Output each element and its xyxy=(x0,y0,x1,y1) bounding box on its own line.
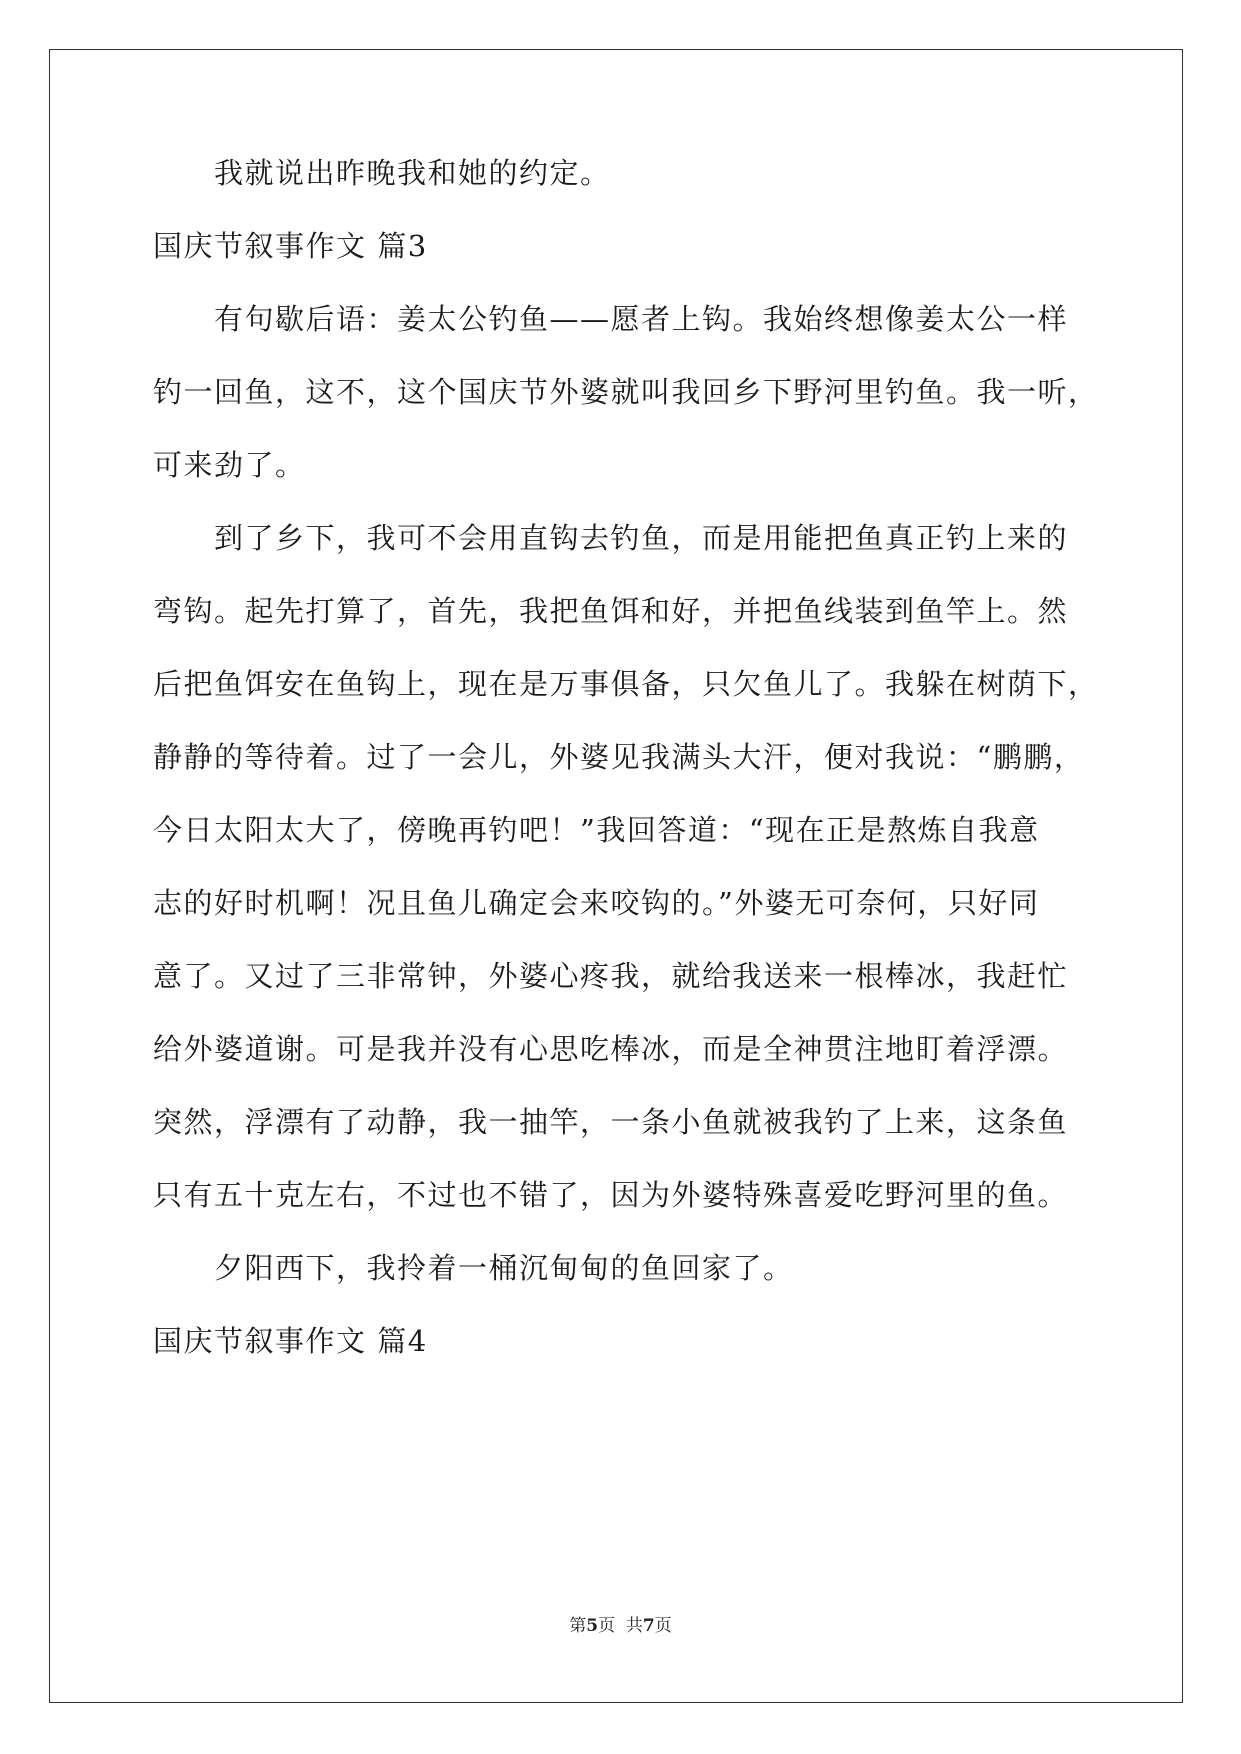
paragraph-line: 给外婆道谢。可是我并没有心思吃棒冰，而是全神贯注地盯着浮漂。 xyxy=(153,1032,1069,1066)
paragraph-line: 意了。又过了三非常钟，外婆心疼我，就给我送来一根棒冰，我赶忙 xyxy=(153,959,1069,993)
total-page-number: 7 xyxy=(642,1616,655,1636)
paragraph-line: 突然，浮漂有了动静，我一抽竿，一条小鱼就被我钓了上来，这条鱼 xyxy=(153,1105,1069,1139)
paragraph-line: 夕阳西下，我拎着一桶沉甸甸的鱼回家了。 xyxy=(214,1251,794,1285)
paragraph-line: 静静的等待着。过了一会儿，外婆见我满头大汗，便对我说：“鹏鹏， xyxy=(153,740,1085,774)
paragraph-line: 有句歇后语：姜太公钓鱼——愿者上钩。我始终想像姜太公一样 xyxy=(214,302,1069,336)
paragraph-line: 弯钩。起先打算了，首先，我把鱼饵和好，并把鱼线装到鱼竿上。然 xyxy=(153,594,1069,628)
paragraph-line: 志的好时机啊！况且鱼儿确定会来咬钩的。”外婆无可奈何，只好同 xyxy=(153,886,1040,920)
section-heading: 国庆节叙事作文 篇3 xyxy=(153,229,428,263)
footer-prefix: 第 xyxy=(569,1616,587,1636)
footer-middle: 页 共 xyxy=(598,1616,643,1636)
paragraph-line: 只有五十克左右，不过也不错了，因为外婆特殊喜爱吃野河里的鱼。 xyxy=(153,1178,1069,1212)
paragraph-line: 今日太阳太大了，傍晚再钓吧！”我回答道：“现在正是熬炼自我意 xyxy=(153,813,1040,847)
paragraph-line: 我就说出昨晚我和她的约定。 xyxy=(214,156,611,190)
paragraph-line: 可来劲了。 xyxy=(153,448,306,482)
current-page-number: 5 xyxy=(586,1616,599,1636)
paragraph-line: 钓一回鱼，这不，这个国庆节外婆就叫我回乡下野河里钓鱼。我一听， xyxy=(153,375,1099,409)
page-border xyxy=(49,49,1183,1703)
section-heading: 国庆节叙事作文 篇4 xyxy=(153,1324,428,1358)
paragraph-line: 到了乡下，我可不会用直钩去钓鱼，而是用能把鱼真正钓上来的 xyxy=(214,521,1069,555)
paragraph-line: 后把鱼饵安在鱼钩上，现在是万事俱备，只欠鱼儿了。我躲在树荫下， xyxy=(153,667,1099,701)
page-footer xyxy=(0,1611,1241,1636)
footer-suffix: 页 xyxy=(654,1616,672,1636)
